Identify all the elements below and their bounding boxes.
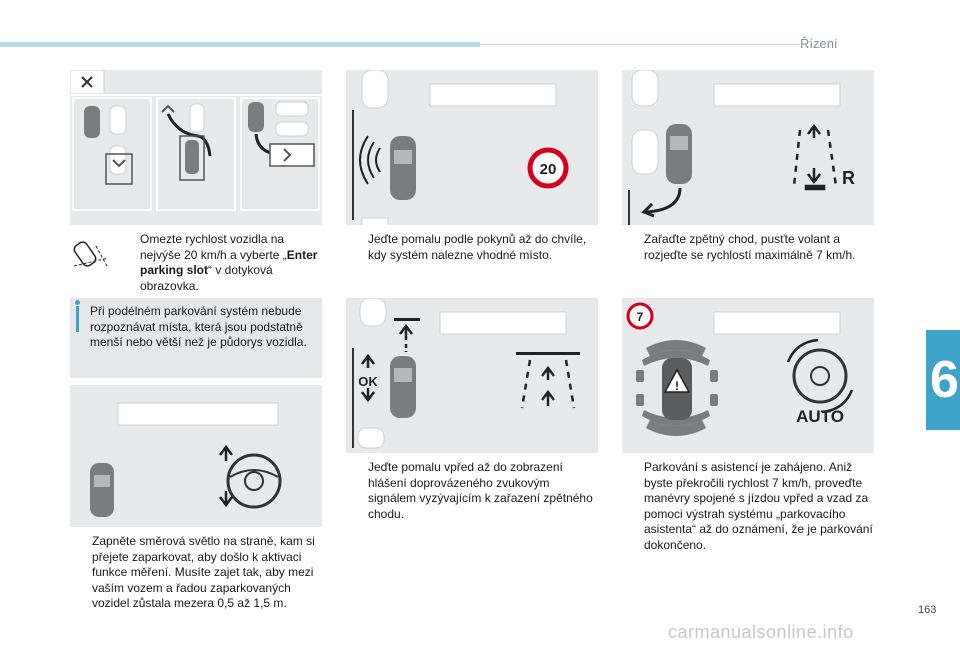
slot-detection-illustration <box>346 70 598 225</box>
step-2-text: Zapněte směrová světlo na straně, kam si přejete zaparkovat, aby došlo k aktivaci funkce měření. Musíte zajet tak, aby mezi vaším vozem a řadou zaparkovaných vozidel zůstala mezera 0,5 až 1,5 m. <box>92 534 315 610</box>
slot-selection-illustration <box>70 70 322 225</box>
header-accent-bar <box>0 42 480 47</box>
speed-limit-7: 7 <box>636 310 644 324</box>
info-icon <box>75 300 80 305</box>
figure-slot-detection <box>346 70 598 225</box>
chapter-number: 6 <box>930 351 959 409</box>
auto-label: AUTO <box>796 407 844 426</box>
info-bar <box>76 306 79 332</box>
info-note <box>70 298 322 378</box>
indicator-illustration <box>70 385 322 527</box>
step-5-text: Zařaďte zpětný chod, pusťte volant a rozjeďte se rychlostí maximálně 7 km/h. <box>644 232 856 262</box>
figure-indicator-activation <box>70 385 322 527</box>
speed-limit-20: 20 <box>539 161 557 178</box>
step-1-text: Omezte rychlost vozidla na nejvýše 20 km/h a vyberte „Enter parking slot“ v dotyková obrazovka. <box>140 232 318 293</box>
chapter-tab <box>926 330 960 430</box>
step-3-text: Jeďte pomalu podle pokynů až do chvíle, kdy systém nalezne vhodné místo. <box>368 232 587 262</box>
forward-message-illustration <box>346 298 598 453</box>
section-title: Řízení <box>800 36 838 51</box>
reverse-illustration <box>622 70 874 225</box>
svg-text:!: ! <box>675 379 679 393</box>
sound-wave-icon <box>360 136 380 184</box>
step-6-text: Parkování s asistencí je zahájeno. Aniž byste překročili rychlost 7 km/h, proveďte manévry spojené s jízdou vpřed a vzad za pomoci výstrah systému „parkovacího asistenta“ až do oznámení, že je parkování dokončeno. <box>644 460 873 552</box>
watermark: carmanualsonline.info <box>668 622 854 642</box>
ok-label: OK <box>358 374 378 389</box>
car-sensor-icon <box>72 238 110 272</box>
figure-assisted-parking <box>622 298 874 453</box>
steering-wheel-icon <box>794 350 846 402</box>
assisted-parking-illustration <box>622 298 874 453</box>
parking-slot-label: Enter parking slot <box>140 247 318 277</box>
reverse-gear-label: R <box>842 168 855 188</box>
step-4-text: Jeďte pomalu vpřed až do zobrazení hlášení doprovázeného zvukovým signálem vyzývajícím k zařazení zpětného chodu. <box>368 460 593 521</box>
figure-reverse <box>622 70 874 225</box>
figure-forward-message <box>346 298 598 453</box>
header-thin-line <box>480 44 800 45</box>
figure-slot-selection <box>70 70 322 225</box>
info-note-text: Při podélném parkování systém nebude rozpoznávat místa, která jsou podstatně menší nebo větší než je půdorys vozidla. <box>90 304 307 349</box>
page-number: 163 <box>918 604 937 616</box>
